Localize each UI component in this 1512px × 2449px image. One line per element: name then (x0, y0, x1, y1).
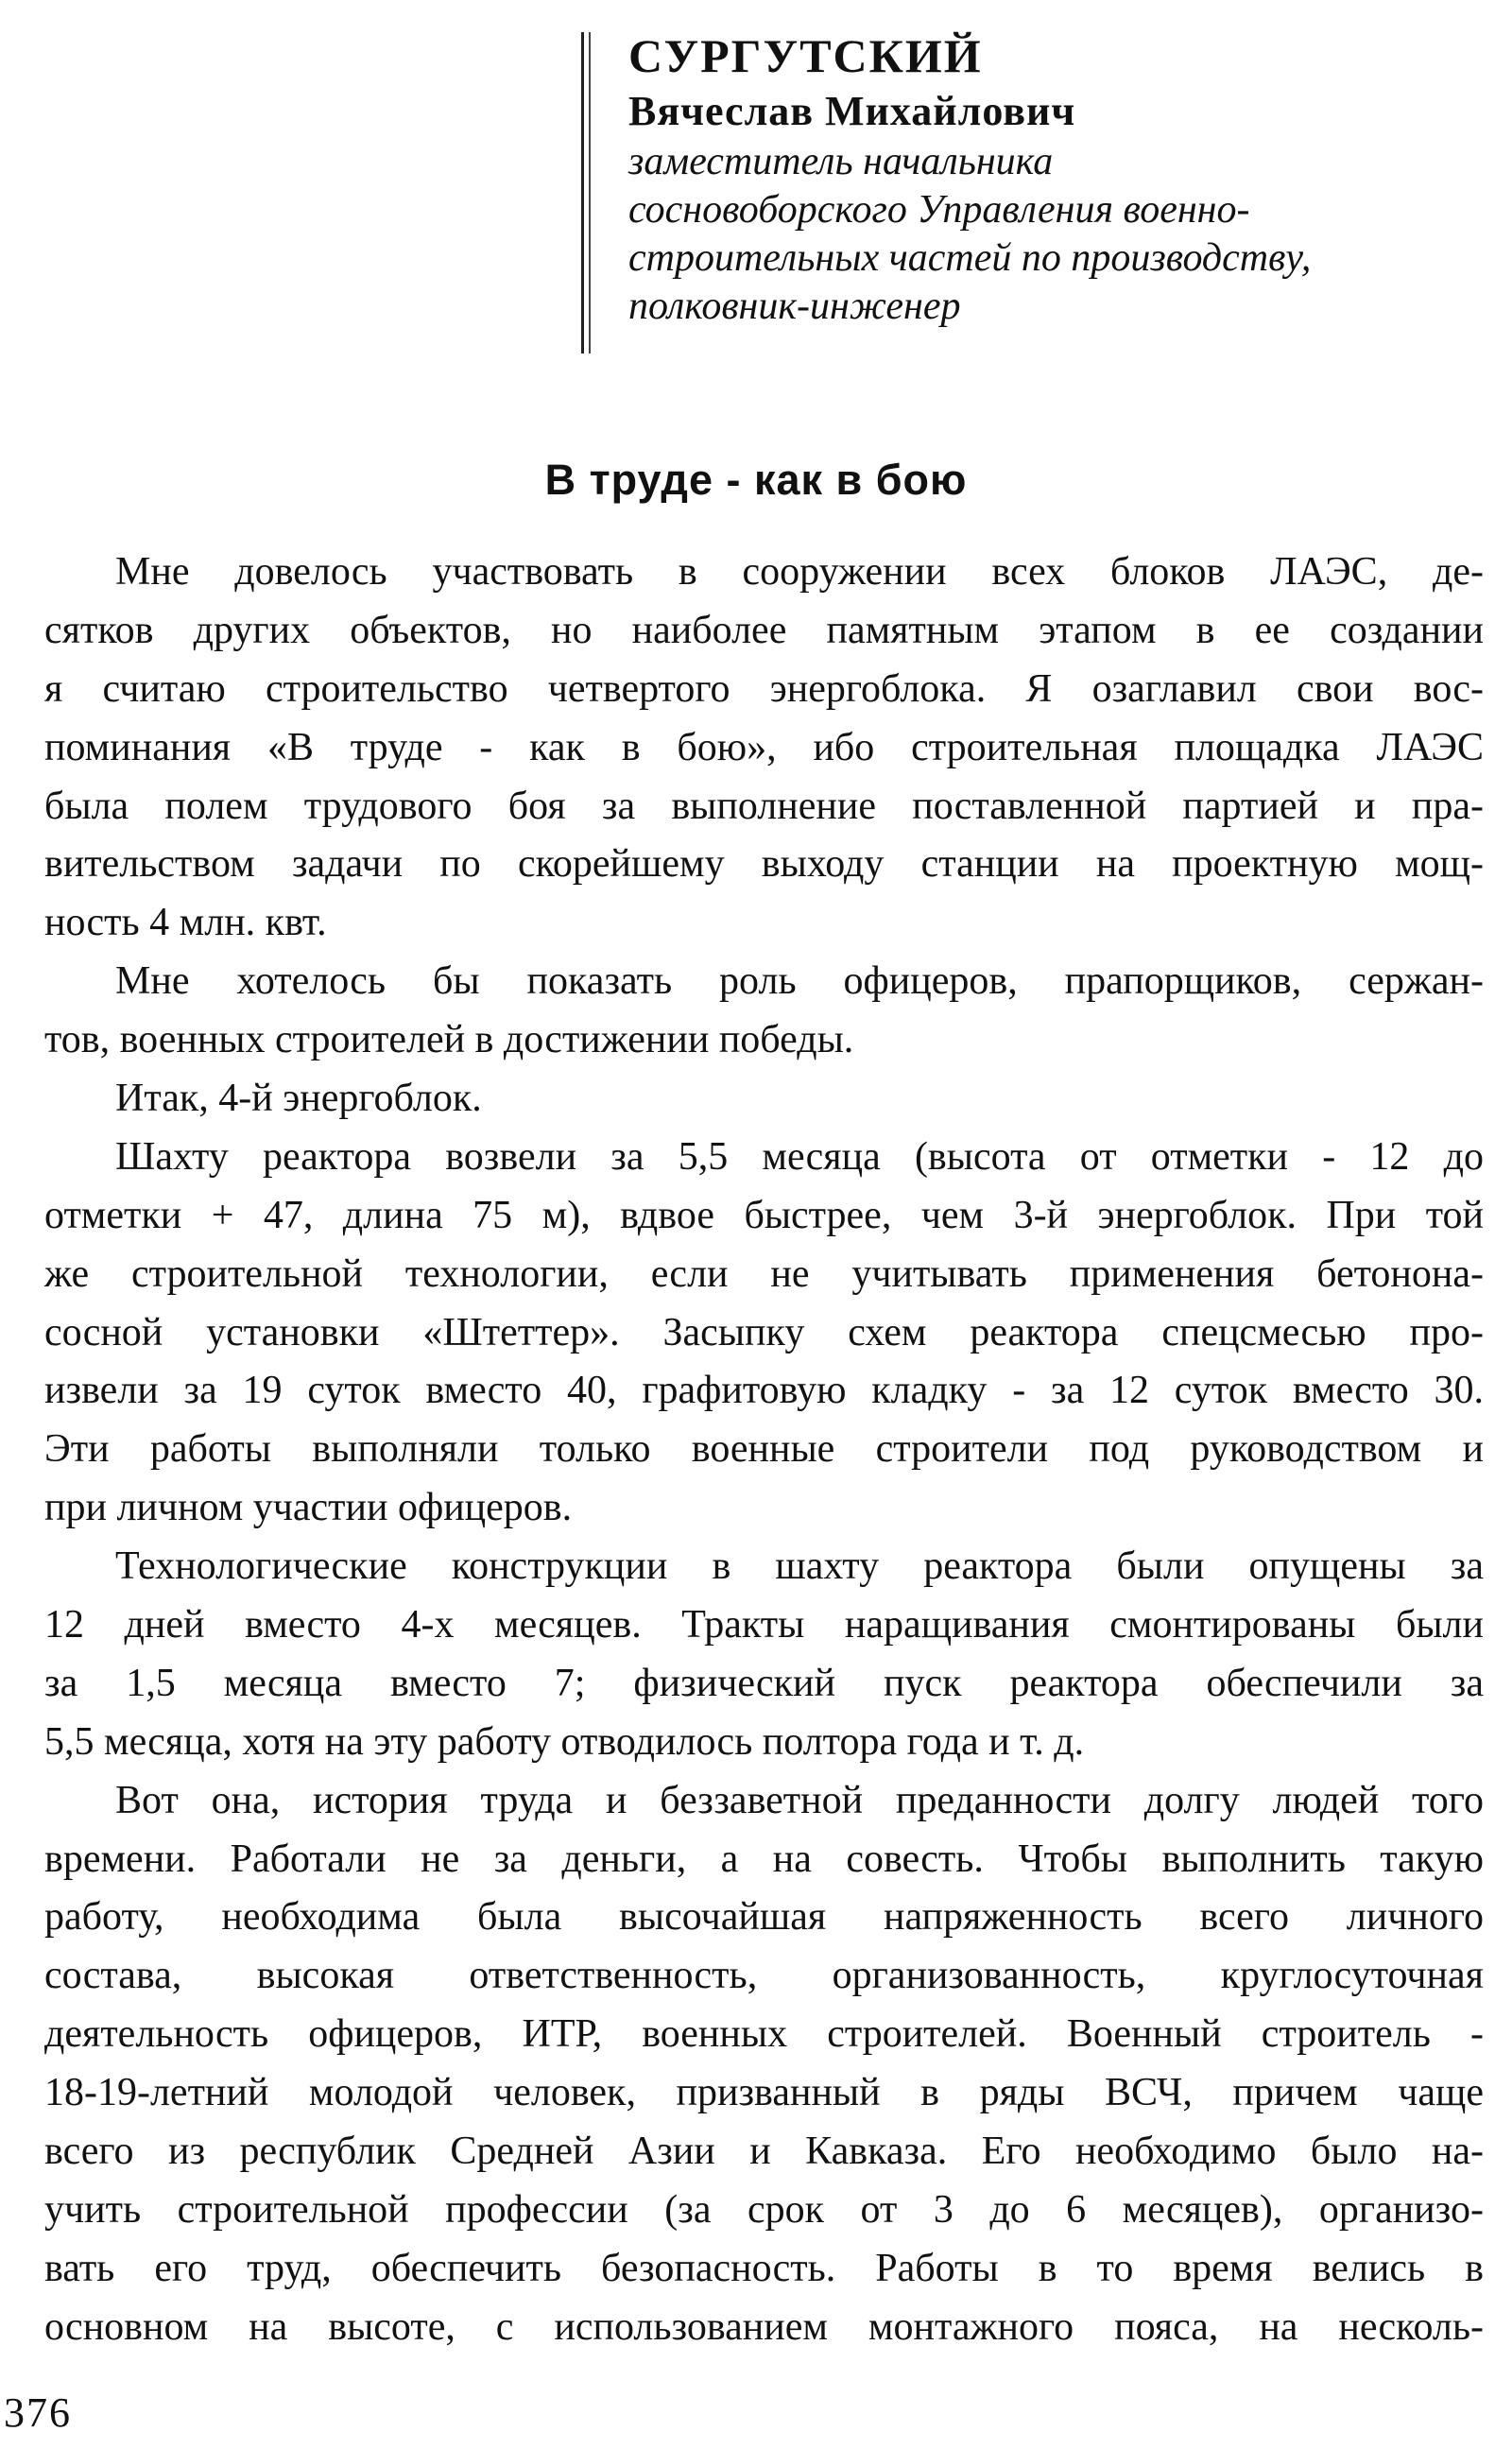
page-number: 376 (4, 2389, 72, 2436)
body-line: при личном участии офицеров. (44, 1486, 573, 1530)
body-line: Вот она, история труда и беззаветной преданности долгу людей того (115, 1778, 1484, 1822)
body-line: за 1,5 месяца вместо 7; физический пуск реактора обеспечили за (44, 1661, 1484, 1705)
margin-rule-secondary (589, 32, 591, 354)
body-line: Шахту реактора возвели за 5,5 месяца (высота от отметки - 12 до (115, 1134, 1484, 1179)
body-line: деятельность офицеров, ИТР, военных строителей. Военный строитель - (44, 2012, 1484, 2057)
author-position-line: полковник-инженер (628, 285, 961, 328)
body-line: Эти работы выполняли только военные строители под руководством и (44, 1427, 1484, 1472)
author-position-line: сосновоборского Управления военно- (628, 188, 1250, 232)
body-line: поминания «В труде - как в бою», ибо строительная площадка ЛАЭС (44, 725, 1484, 769)
author-surname: СУРГУТСКИЙ (628, 29, 983, 82)
body-line: сятков других объектов, но наиболее памятным этапом в ее создании (44, 608, 1484, 652)
body-line: отметки + 47, длина 75 м), вдвое быстрее, чем 3-й энергоблок. При той (44, 1193, 1484, 1237)
author-position-line: строительных частей по производству, (628, 236, 1312, 280)
body-line: вительством задачи по скорейшему выходу станции на проектную мощ- (44, 842, 1484, 887)
body-line: Мне довелось участвовать в сооружении всех блоков ЛАЭС, де- (115, 550, 1484, 594)
body-line: 18-19-летний молодой человек, призванный в ряды ВСЧ, причем чаще (44, 2071, 1484, 2115)
body-line: 5,5 месяца, хотя на эту работу отводилось полтора года и т. д. (44, 1719, 1085, 1764)
body-line: всего из республик Средней Азии и Кавказа. Его необходимо было на- (44, 2130, 1484, 2174)
body-line: же строительной технологии, если не учитывать применения бетонона- (44, 1251, 1484, 1296)
margin-rule (581, 32, 584, 354)
body-line: времени. Работали не за деньги, а на совесть. Чтобы выполнить такую (44, 1837, 1484, 1881)
body-line: извели за 19 суток вместо 40, графитовую кладку - за 12 суток вместо 30. (44, 1369, 1484, 1413)
body-line: была полем трудового боя за выполнение поставленной партией и пра- (44, 784, 1484, 828)
body-line: Мне хотелось бы показать роль офицеров, прапорщиков, сержан- (115, 959, 1484, 1004)
body-line: Итак, 4-й энергоблок. (115, 1077, 482, 1121)
body-line: учить строительной профессии (за срок от 3 до 6 месяцев), организо- (44, 2187, 1484, 2232)
author-position-line: заместитель начальника (628, 140, 1054, 183)
author-info (628, 26, 1479, 331)
body-line: Технологические конструкции в шахту реактора были опущены за (115, 1544, 1484, 1589)
body-line: работу, необходима была высочайшая напряженность всего личного (44, 1895, 1484, 1940)
body-line: сосной установки «Штеттер». Засыпку схем реактора спецсмесью про- (44, 1310, 1484, 1354)
body-line: тов, военных строителей в достижении победы. (44, 1018, 854, 1062)
article-body (44, 543, 1484, 2357)
body-line: ность 4 млн. квт. (44, 901, 327, 945)
author-given-name: Вячеслав Михайлович (628, 88, 1076, 134)
body-line: состава, высокая ответственность, организованность, круглосуточная (44, 1954, 1484, 1998)
body-line: вать его труд, обеспечить безопасность. Работы в то время велись в (44, 2246, 1484, 2290)
body-line: 12 дней вместо 4-х месяцев. Тракты наращивания смонтированы были (44, 1603, 1484, 1647)
article-title: В труде - как в бою (544, 456, 968, 504)
author-block (581, 26, 1488, 357)
body-line: я считаю строительство четвертого энергоблока. Я озаглавил свои вос- (44, 666, 1484, 711)
body-line: основном на высоте, с использованием монтажного пояса, на несколь- (44, 2304, 1484, 2349)
